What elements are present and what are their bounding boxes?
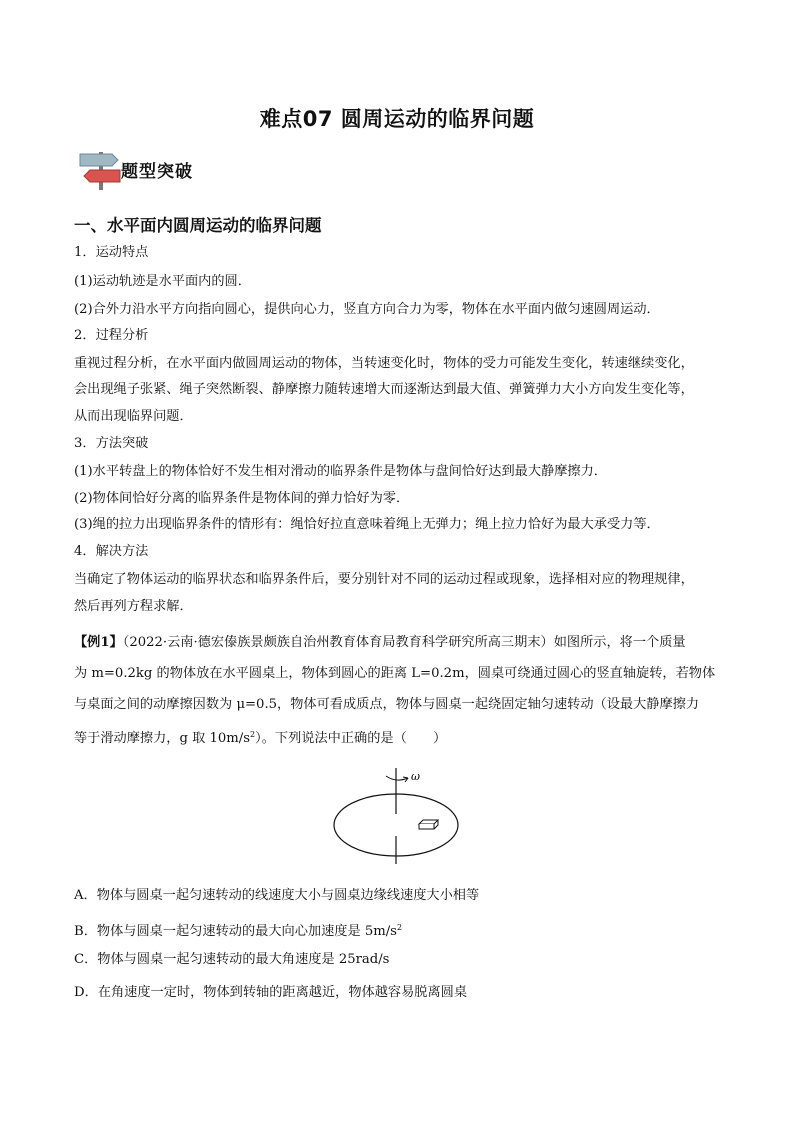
example-line: 等于滑动摩擦力，g 取 $10m/s^2$）。下列说法中正确的是（ ） <box>74 730 447 746</box>
subheading-motion: 1．运动特点 <box>74 245 149 260</box>
paragraph-line: (2)合外力沿水平方向指向圆心，提供向心力，竖直方向合力为零，物体在水平面内做匀速圆周运动． <box>74 302 660 317</box>
paragraph-line: 会出现绳子张紧、绳子突然断裂、静摩擦力随转速增大而逐渐达到最大值、弹簧弹力大小方向发生变化等， <box>74 382 694 397</box>
paragraph-line: (1)水平转盘上的物体恰好不发生相对滑动的临界条件是物体与盘间恰好达到最大静摩擦力． <box>74 464 607 479</box>
section-badge-label: 题型突破 <box>121 162 193 182</box>
paragraph-line: (3)绳的拉力出现临界条件的情形有：绳恰好拉直意味着绳上无弹力；绳上拉力恰好为最大承受力等． <box>74 517 660 532</box>
option-d: D．在角速度一定时，物体到转轴的距离越近，物体越容易脱离圆桌 <box>74 985 468 1000</box>
paragraph-line: 从而出现临界问题． <box>74 409 193 424</box>
option-c: C．物体与圆桌一起匀速转动的最大角速度是 25rad/s <box>74 952 390 967</box>
paragraph-line: (2)物体间恰好分离的临界条件是物体间的弹力恰好为零． <box>74 491 410 506</box>
paragraph-line: 当确定了物体运动的临界状态和临界条件后，要分别针对不同的运动过程或现象，选择相对应的物理规律， <box>74 572 694 587</box>
paragraph-line: (1)运动轨迹是水平面内的圆． <box>74 274 251 289</box>
example-line <box>74 633 724 653</box>
paragraph-line: 重视过程分析，在水平面内做圆周运动的物体，当转速变化时，物体的受力可能发生变化，转速继续变化， <box>74 356 694 371</box>
example-label: 【例1】 <box>74 635 123 650</box>
option-a: A．物体与圆桌一起匀速转动的线速度大小与圆桌边缘线速度大小相等 <box>74 888 480 903</box>
option-b: B．物体与圆桌一起匀速转动的最大向心加速度是 $5m/s^2$ <box>74 923 403 939</box>
example-line: 与桌面之间的动摩擦因数为 μ=0.5，物体可看成质点，物体与圆桌一起绕固定轴匀速转动（设最大静摩擦力 <box>74 697 700 712</box>
subheading-method: 3．方法突破 <box>74 436 149 451</box>
omega-label: ω <box>411 770 420 783</box>
paragraph-line: 然后再列方程求解． <box>74 599 193 614</box>
rotating-table-figure <box>330 766 465 866</box>
page-title: 难点07 圆周运动的临界问题 <box>259 107 535 131</box>
section-heading: 一、水平面内圆周运动的临界问题 <box>74 216 322 235</box>
example-line: 为 m=0.2kg 的物体放在水平圆桌上，物体到圆心的距离 L=0.2m，圆桌可绕通过圆心的竖直轴旋转，若物体 <box>74 666 716 681</box>
subheading-solution: 4．解决方法 <box>74 544 149 559</box>
subheading-process: 2．过程分析 <box>74 328 149 343</box>
example-source: （2022·云南·德宏傣族景颇族自治州教育体育局教育科学研究所高三期末）如图所示，将一个质量 <box>122 635 686 650</box>
